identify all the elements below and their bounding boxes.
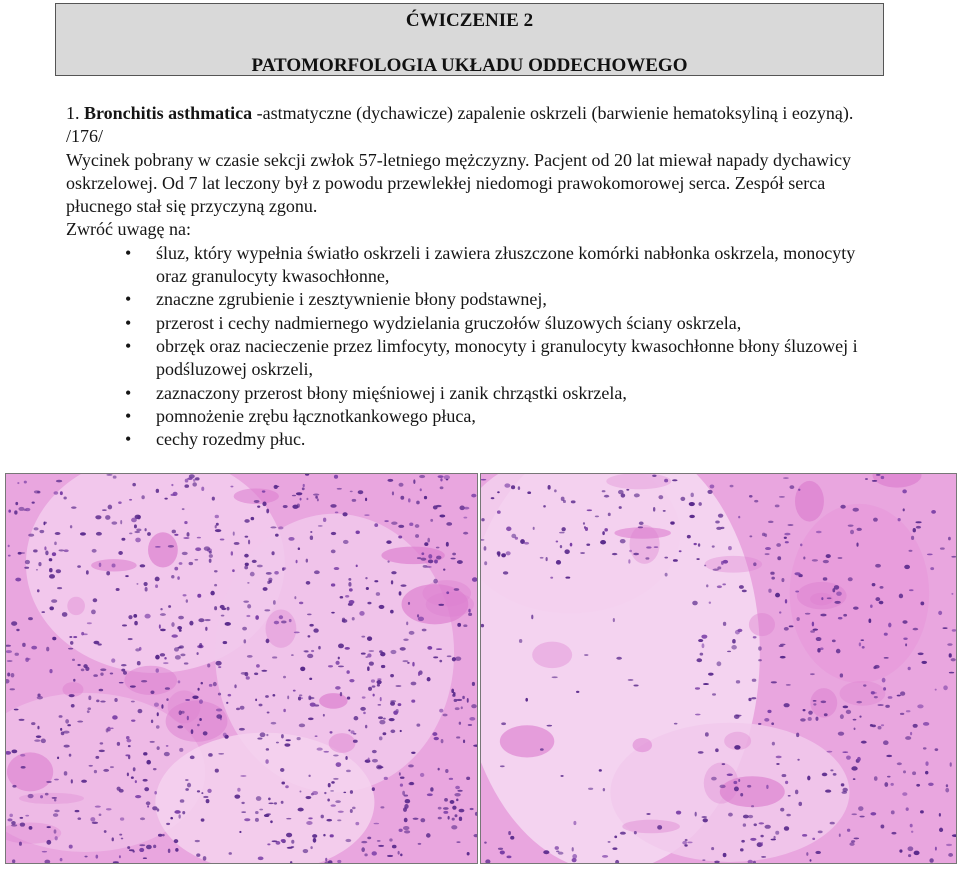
- attention-label: Zwróć uwagę na:: [66, 219, 191, 240]
- bullet-icon: •: [125, 312, 132, 333]
- exercise-body: [66, 102, 886, 451]
- exercise-header: [55, 3, 884, 76]
- bullet-icon: •: [125, 335, 132, 356]
- exercise-title: PATOMORFOLOGIA UKŁADU ODDECHOWEGO: [251, 55, 688, 76]
- attention-list: [66, 242, 886, 452]
- list-item: • cechy rozedmy płuc.: [66, 428, 886, 451]
- micrograph-left-image: [6, 474, 477, 863]
- micrograph-right-image: [481, 474, 956, 863]
- micrograph-right: [480, 473, 957, 864]
- item-heading: [66, 102, 886, 149]
- micrograph-left: [5, 473, 478, 864]
- item-description: -astmatyczne (dychawicze) zapalenie oskrzeli (barwienie hematoksyliną i eozyną). /176/: [66, 103, 854, 147]
- bullet-icon: •: [125, 289, 132, 310]
- bullet-icon: •: [125, 382, 132, 403]
- histology-figures: [5, 473, 957, 864]
- bullet-icon: •: [125, 405, 132, 426]
- case-description: Wycinek pobrany w czasie sekcji zwłok 57-letniego mężczyzny. Pacjent od 20 lat miewał napady dychawicy oskrzelowej. Od 7 lat leczony był z powodu przewlekłej niedomogi prawokomorowej serca. Zespół serca płucnego stał się przyczyną zgonu.: [66, 149, 851, 217]
- exercise-number: ĆWICZENIE 2: [405, 10, 534, 31]
- list-item: • znaczne zgrubienie i zesztywnienie błony podstawnej,: [66, 288, 886, 311]
- list-item: • śluz, który wypełnia światło oskrzeli i zawiera złuszczone komórki nabłonka oskrzela, monocyty oraz granulocyty kwasochłonne,: [125, 242, 856, 287]
- list-item: • przerost i cechy nadmiernego wydzielania gruczołów śluzowych ściany oskrzela,: [66, 312, 886, 335]
- list-item: • obrzęk oraz nacieczenie przez limfocyty, monocyty i granulocyty kwasochłonne błony śluzowej i podśluzowej oskrzeli,: [125, 335, 858, 380]
- item-number: 1.: [66, 103, 80, 123]
- bullet-icon: •: [125, 429, 132, 450]
- list-item: • pomnożenie zrębu łącznotkankowego płuca,: [66, 405, 886, 428]
- bullet-icon: •: [125, 242, 132, 263]
- item-name: Bronchitis asthmatica: [84, 103, 253, 123]
- list-item: • zaznaczony przerost błony mięśniowej i zanik chrząstki oskrzela,: [66, 382, 886, 405]
